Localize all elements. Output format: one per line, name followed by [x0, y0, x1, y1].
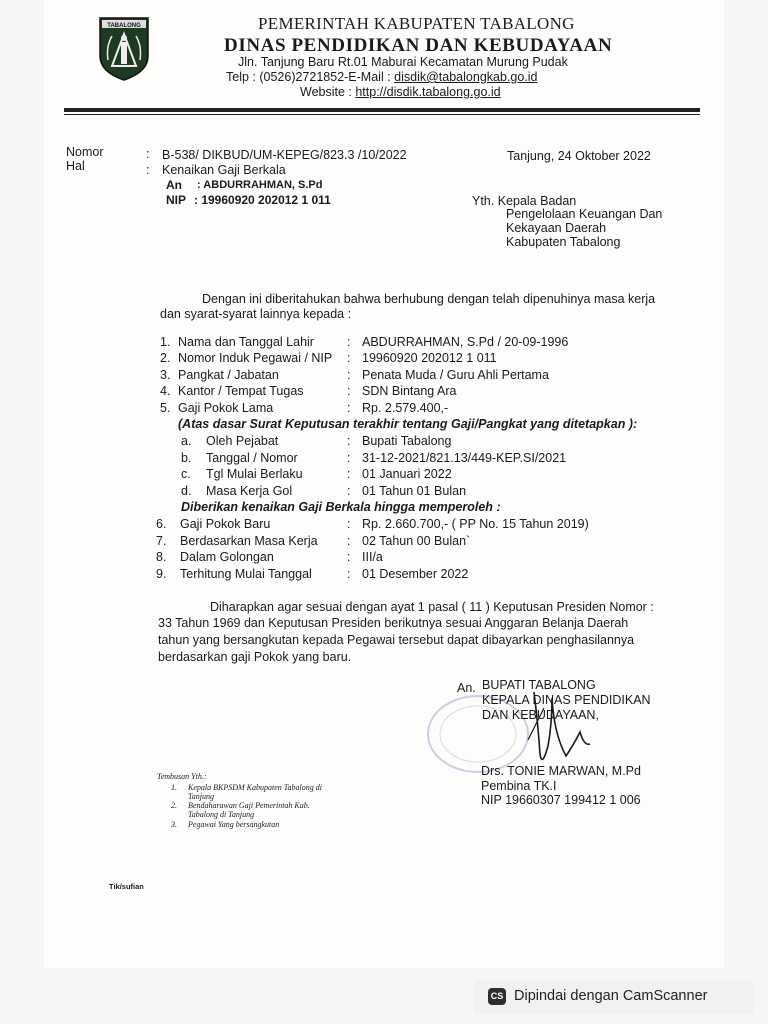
item-colon: : [347, 384, 351, 398]
item-number: 4. [160, 384, 171, 398]
copies-title: Tembusan Yth.: [157, 772, 207, 781]
letterhead-rule-thick [64, 108, 700, 112]
signature-title-2: KEPALA DINAS PENDIDIKAN [482, 693, 651, 707]
nomor-colon: : [146, 147, 150, 161]
recipient-line-1: Yth. Kepala Badan [472, 194, 577, 208]
tabalong-regency-emblem [98, 16, 150, 82]
item-number: 7. [156, 534, 167, 548]
subitem-value: 01 Tahun 01 Bulan [362, 484, 467, 498]
subitem-colon: : [347, 467, 351, 481]
website-label: Website : [300, 85, 356, 99]
hal-colon: : [146, 163, 150, 177]
letterhead-address: Jln. Tanjung Baru Rt.01 Maburai Kecamatan Murung Pudak [238, 55, 568, 69]
subitem-colon: : [347, 451, 351, 465]
closing-line-3: tahun yang bersangkutan kepada Pegawai tersebut dapat dibayarkan penghasilannya [158, 633, 635, 647]
copies-number: 2. [171, 801, 177, 810]
camscanner-logo-icon: CS [488, 988, 506, 1005]
item-number: 2. [160, 351, 171, 365]
item-label: Nama dan Tanggal Lahir [178, 335, 314, 349]
item-label: Terhitung Mulai Tanggal [180, 567, 312, 581]
website-link[interactable]: http://disdik.tabalong.go.id [355, 85, 501, 99]
letter-date: Tanjung, 24 Oktober 2022 [507, 149, 651, 163]
an-value: : ABDURRAHMAN, S.Pd [197, 179, 323, 191]
item-value: Penata Muda / Guru Ahli Pertama [362, 368, 549, 382]
item-colon: : [347, 567, 351, 581]
subitem-letter: a. [181, 434, 192, 448]
item-label: Berdasarkan Masa Kerja [180, 534, 318, 548]
item-colon: : [347, 550, 351, 564]
item-value: Rp. 2.660.700,- ( PP No. 15 Tahun 2019) [362, 517, 589, 531]
recipient-line-3: Kekayaan Daerah [506, 221, 607, 235]
subitem-colon: : [347, 434, 351, 448]
item-number: 3. [160, 368, 171, 382]
item-number: 9. [156, 567, 167, 581]
subitem-letter: c. [181, 467, 191, 481]
subitem-label: Tgl Mulai Berlaku [206, 467, 303, 481]
camscanner-text: Dipindai dengan CamScanner [514, 988, 708, 1004]
raise-heading: Diberikan kenaikan Gaji Berkala hingga memperoleh : [181, 500, 501, 514]
signature-title-1: BUPATI TABALONG [482, 678, 596, 692]
signatory-nip: NIP 19660307 199412 1 006 [481, 793, 641, 807]
item-value: ABDURRAHMAN, S.Pd / 20-09-1996 [362, 335, 569, 349]
nip-label: NIP [166, 193, 187, 207]
subitem-letter: d. [181, 484, 192, 498]
intro-line-1: Dengan ini diberitahukan bahwa berhubung dengan telah dipenuhinya masa kerja [202, 292, 656, 306]
signature-an-prefix: An. [457, 681, 476, 695]
email-link[interactable]: disdik@tabalongkab.go.id [394, 70, 538, 84]
item-number: 5. [160, 401, 171, 415]
intro-line-2: dan syarat-syarat lainnya kepada : [160, 307, 352, 321]
hal-value: Kenaikan Gaji Berkala [162, 163, 286, 177]
item-colon: : [347, 517, 351, 531]
nomor-value: B-538/ DIKBUD/UM-KEPEG/823.3 /10/2022 [162, 148, 407, 162]
nip-value: : 19960920 202012 1 011 [194, 193, 331, 207]
item-colon: : [347, 335, 351, 349]
closing-line-4: berdasarkan gaji Pokok yang baru. [158, 650, 352, 664]
item-value: SDN Bintang Ara [362, 384, 457, 398]
item-colon: : [347, 534, 351, 548]
item-colon: : [347, 401, 351, 415]
subitem-label: Oleh Pejabat [206, 434, 279, 448]
letterhead-contact [226, 70, 538, 84]
item-label: Nomor Induk Pegawai / NIP [178, 351, 333, 365]
typist-initials: Tik/sufian [109, 882, 144, 891]
camscanner-watermark [474, 980, 754, 1014]
subitem-value: Bupati Tabalong [362, 434, 452, 448]
subitem-label: Masa Kerja Gol [206, 484, 293, 498]
subitem-value: 31-12-2021/821.13/449-KEP.SI/2021 [362, 451, 567, 465]
item-colon: : [347, 351, 351, 365]
copies-item: Pegawai Yang bersangkutan [188, 820, 280, 829]
item-number: 6. [156, 517, 167, 531]
recipient-line-2: Pengelolaan Keuangan Dan [506, 207, 663, 221]
item-value: Rp. 2.579.400,- [362, 401, 449, 415]
phone-text: Telp : (0526)2721852-E-Mail : [226, 70, 395, 84]
item-number: 1. [160, 335, 171, 349]
item-label: Dalam Golongan [180, 550, 274, 564]
subitem-colon: : [347, 484, 351, 498]
item-label: Pangkat / Jabatan [178, 368, 279, 382]
closing-line-1: Diharapkan agar sesuai dengan ayat 1 pasal ( 11 ) Keputusan Presiden Nomor : [210, 600, 654, 614]
nomor-label: Nomor [66, 145, 104, 159]
copies-item: Kepala BKPSDM Kabupaten Tabalong di [188, 783, 322, 792]
item-label: Gaji Pokok Lama [178, 401, 274, 415]
item-value: 02 Tahun 00 Bulan` [362, 534, 471, 548]
subitem-value: 01 Januari 2022 [362, 467, 452, 481]
copies-number: 1. [171, 783, 177, 792]
emblem-label: TABALONG [107, 23, 141, 29]
copies-item-cont: Tanjung [188, 792, 214, 801]
item-label: Kantor / Tempat Tugas [178, 384, 304, 398]
item-value: 01 Desember 2022 [362, 567, 469, 581]
copies-number: 3. [171, 820, 177, 829]
signatory-name: Drs. TONIE MARWAN, M.Pd [481, 764, 641, 778]
letterhead-agency: DINAS PENDIDIKAN DAN KEBUDAYAAN [224, 35, 613, 56]
hal-label: Hal [66, 159, 85, 173]
item-number: 8. [156, 550, 167, 564]
item-value: III/a [362, 550, 383, 564]
letterhead-government: PEMERINTAH KABUPATEN TABALONG [258, 14, 575, 33]
copies-item: Bendaharawan Gaji Pemerintah Kab. [188, 801, 310, 810]
basis-heading: (Atas dasar Surat Keputusan terakhir tentang Gaji/Pangkat yang ditetapkan ): [178, 417, 638, 431]
letterhead-website [300, 85, 501, 99]
copies-item-cont: Tabalong di Tanjung [188, 810, 255, 819]
subitem-label: Tanggal / Nomor [206, 451, 298, 465]
closing-line-2: 33 Tahun 1969 dan Keputusan Presiden berikutnya sesuai Anggaran Belanja Daerah [158, 616, 629, 630]
signatory-rank: Pembina TK.I [481, 779, 557, 793]
item-value: 19960920 202012 1 011 [362, 351, 497, 365]
subitem-letter: b. [181, 451, 192, 465]
item-label: Gaji Pokok Baru [180, 517, 271, 531]
item-colon: : [347, 368, 351, 382]
an-label: An [166, 178, 182, 192]
letterhead-rule-thin [64, 114, 700, 115]
signature-title-3: DAN KEBUDAYAAN, [482, 708, 599, 722]
recipient-line-4: Kabupaten Tabalong [506, 235, 621, 249]
